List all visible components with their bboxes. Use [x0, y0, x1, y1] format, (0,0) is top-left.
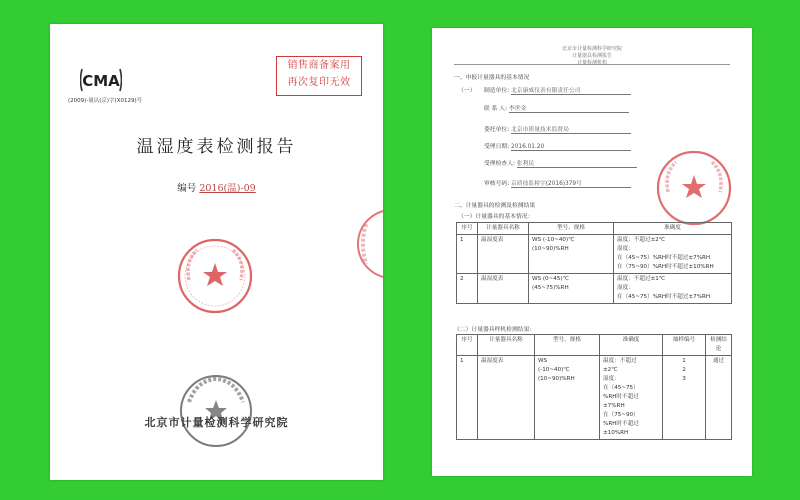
- cell-accuracy: [600, 356, 663, 440]
- cell-acc-line: ±7%RH: [603, 403, 625, 409]
- cell-name: 温湿度表: [478, 356, 535, 440]
- serial-value: 2016(温)-09: [199, 183, 256, 194]
- cell-spec: [529, 274, 614, 304]
- edge-seal: [356, 204, 383, 284]
- copy-stamp-line-1: 销售商备案用: [287, 60, 351, 71]
- cma-logo: [80, 66, 122, 94]
- cell-acc-line: 在（45~75）: [603, 385, 639, 391]
- cell-acc-line: 湿度：: [617, 285, 634, 291]
- col-header: 准确度: [614, 223, 732, 235]
- cell-acc-line: ±2℃: [603, 367, 618, 373]
- table-header-row: [457, 335, 732, 356]
- table-row: [457, 274, 732, 304]
- cell-sample-ids: [663, 356, 706, 440]
- field-label: 受理日期:: [484, 144, 510, 150]
- table-2-caption: （二）计量器具样机检测结果：: [454, 327, 536, 333]
- cell-sample-id: 2: [682, 367, 686, 373]
- cell-spec-line: (10~90)%RH: [538, 376, 575, 382]
- col-header: 型号、规格: [535, 335, 600, 356]
- cell-sample-id: 1: [682, 358, 686, 364]
- field-value: 北京康威仪表有限责任公司: [511, 85, 631, 95]
- company-seal-page2: [654, 148, 734, 228]
- cell-no: 1: [457, 356, 478, 440]
- field-contact: [484, 103, 629, 113]
- field-value: 张利民: [517, 158, 637, 168]
- institute-name: 北京市计量检测科学研究院: [144, 416, 289, 429]
- cell-sample-id: 3: [682, 376, 686, 382]
- cell-accuracy: [614, 274, 732, 304]
- table-row: [457, 356, 732, 440]
- field-label: 受理检查人:: [484, 161, 515, 167]
- cell-acc-line: %RH时不超过: [603, 421, 639, 427]
- field-label: 制造单位:: [484, 88, 510, 94]
- cell-acc-line: %RH时不超过: [603, 394, 639, 400]
- table-1-caption: （一）计量器具的基本情况：: [458, 214, 534, 220]
- cell-acc-line: 在（45~75）%RH时不超过±7%RH: [617, 294, 711, 300]
- report-title: 温湿度表检测报告: [136, 137, 297, 157]
- field-value: 2016.01.20: [511, 144, 631, 151]
- cell-acc-line: 在（75~90）%RH时不超过±10%RH: [617, 264, 714, 270]
- cell-spec-line: (10~90)%RH: [532, 246, 569, 252]
- field-inspector: [484, 158, 637, 168]
- cell-acc-line: ±10%RH: [603, 430, 629, 436]
- report-cover-page: [50, 24, 383, 480]
- col-header: 抽样编号: [663, 335, 706, 356]
- cma-code: (2009)-量认(京)字(X0129)号: [68, 98, 143, 104]
- cell-spec-line: (45~75)%RH: [532, 285, 569, 291]
- cell-spec-line: (-10~40)℃: [538, 367, 570, 373]
- cell-name: 温湿度表: [478, 274, 529, 304]
- serial-number: [50, 180, 383, 194]
- header-divider: [454, 64, 730, 65]
- company-seal: [175, 236, 255, 316]
- cma-logo-text: CMA: [82, 72, 120, 90]
- test-result-table: [456, 334, 732, 440]
- cell-acc-line: 温度：不超过±2℃: [617, 237, 666, 243]
- page-header-line-2: 计量器具检测报告: [571, 53, 612, 59]
- cell-spec-line: WS (0~45)℃: [532, 276, 569, 282]
- copy-stamp-line-2: 再次复印无效: [287, 77, 351, 88]
- col-header: 计量器具名称: [478, 335, 535, 356]
- field-value: 李世金: [509, 103, 629, 113]
- cell-result: 通过: [706, 356, 732, 440]
- field-label: 审核号码:: [484, 181, 510, 187]
- cell-acc-line: 温度：不超过±1℃: [617, 276, 666, 282]
- section-1-title: 一、申报计量器具的基本情况: [454, 75, 530, 81]
- cell-acc-line: 在（75~90）: [603, 412, 639, 418]
- cell-no: 1: [457, 235, 478, 274]
- report-detail-page: [432, 28, 752, 476]
- field-client: [484, 124, 631, 134]
- col-header: 序号: [457, 223, 478, 235]
- cell-spec-line: WS: [538, 358, 548, 364]
- col-header: 序号: [457, 335, 478, 356]
- table-row: [457, 235, 732, 274]
- col-header: 型号、规格: [529, 223, 614, 235]
- cell-spec: [535, 356, 600, 440]
- cell-name: 温湿度表: [478, 235, 529, 274]
- page-header-line-3: 计量检测机构: [576, 60, 607, 66]
- field-approval: [484, 178, 631, 188]
- cell-acc-line: 在（45~75）%RH时不超过±7%RH: [617, 255, 711, 261]
- cell-acc-line: 温度：不超过: [603, 358, 637, 364]
- serial-label: 编号: [177, 183, 197, 194]
- field-label: 委托单位:: [484, 127, 510, 133]
- cell-no: 2: [457, 274, 478, 304]
- col-header: 计量器具名称: [478, 223, 529, 235]
- cell-spec: [529, 235, 614, 274]
- table-header-row: [457, 223, 732, 235]
- field-value: 京质技监检字(2016)379号: [511, 178, 631, 188]
- field-manufacturer: [484, 85, 631, 95]
- field-label: 联 系 人:: [484, 106, 508, 112]
- basic-info-table: [456, 222, 732, 304]
- col-header: 准确度: [600, 335, 663, 356]
- cell-accuracy: [614, 235, 732, 274]
- page-header-line-1: 北京市计量检测科学研究院: [561, 46, 622, 52]
- cell-acc-line: 湿度：: [617, 246, 634, 252]
- section-1-sub: （一）: [458, 88, 476, 94]
- institute-seal: [177, 372, 255, 450]
- field-date: [484, 141, 631, 151]
- copy-stamp: [276, 56, 362, 96]
- field-value: 北京市质量技术监督局: [511, 124, 631, 134]
- cell-spec-line: WS (-10~40)℃: [532, 237, 575, 243]
- col-header: 检测结论: [706, 335, 732, 356]
- cell-acc-line: 湿度：: [603, 376, 620, 382]
- section-2-title: 二、计量器具的检测及检测结果: [454, 203, 536, 209]
